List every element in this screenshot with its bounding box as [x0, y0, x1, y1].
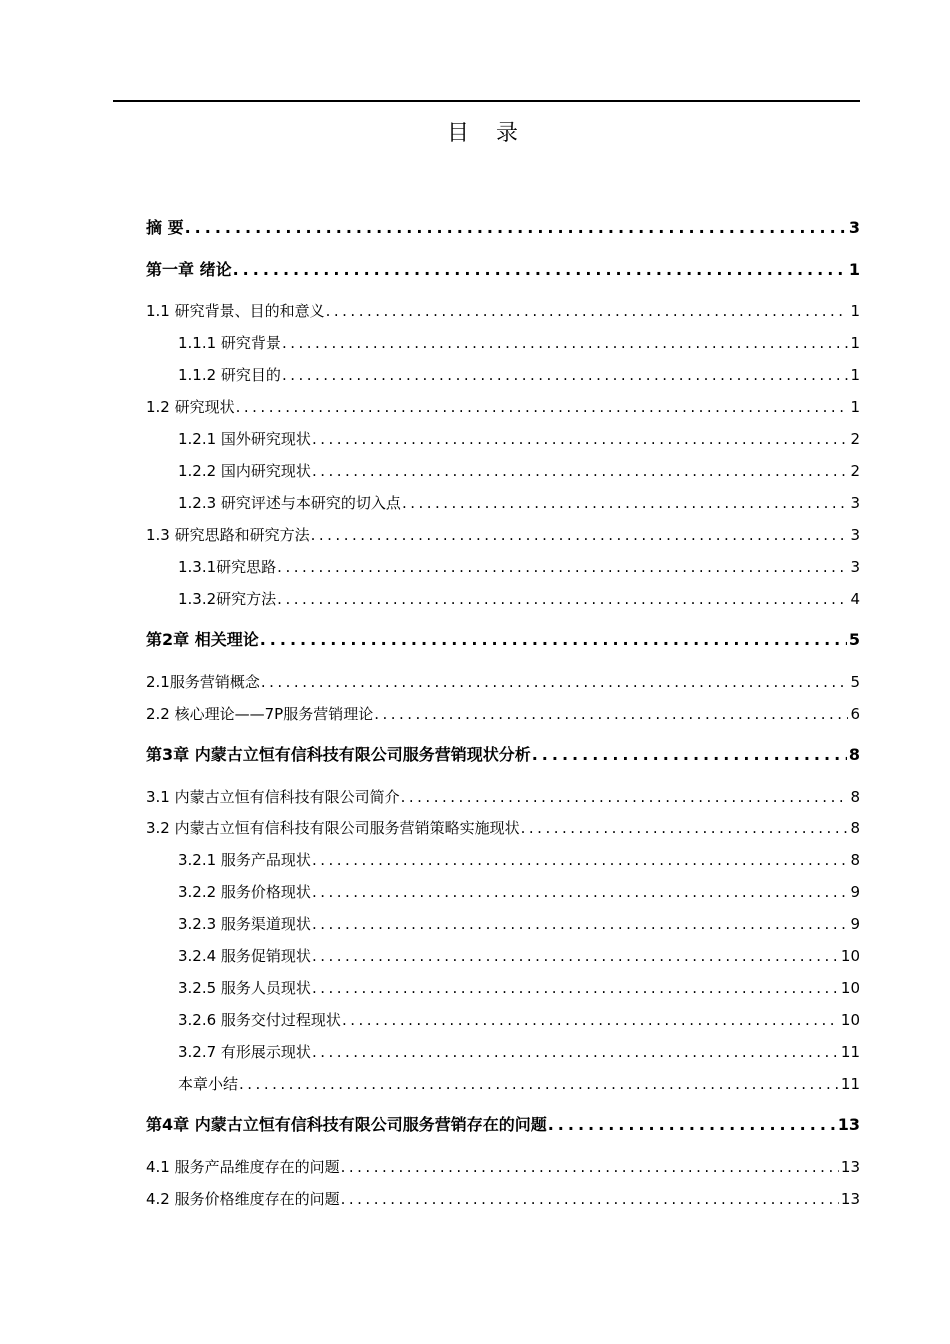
- toc-chapter-entry[interactable]: [146, 216, 860, 238]
- toc-entry-label: 3.2.2 服务价格现状: [178, 883, 311, 901]
- toc-entry-label: 1.1.1 研究背景: [178, 334, 281, 352]
- toc-entry[interactable]: [178, 331, 860, 353]
- toc-entry-label: 2.1服务营销概念: [146, 673, 260, 691]
- toc-dot-leader: [260, 630, 847, 650]
- toc-entry[interactable]: [178, 1008, 860, 1030]
- toc-entry-label: 4.1 服务产品维度存在的问题: [146, 1158, 340, 1176]
- toc-dot-leader: [261, 672, 849, 692]
- toc-dot-leader: [312, 461, 849, 481]
- toc-entry[interactable]: [178, 587, 860, 609]
- toc-dot-leader: [374, 704, 848, 724]
- toc-entry[interactable]: [178, 459, 860, 481]
- toc-dot-leader: [548, 1115, 836, 1135]
- toc-entry-label: 1.3 研究思路和研究方法: [146, 526, 310, 544]
- toc-entry[interactable]: [146, 785, 860, 807]
- toc-entry[interactable]: [178, 848, 860, 870]
- toc-entry-label: 3.1 内蒙古立恒有信科技有限公司简介: [146, 788, 400, 806]
- toc-page-number: 8: [848, 745, 860, 764]
- toc-dot-leader: [312, 1042, 839, 1062]
- toc-dot-leader: [277, 557, 848, 577]
- toc-dot-leader: [312, 882, 849, 902]
- toc-dot-leader: [311, 525, 849, 545]
- toc-entry[interactable]: [178, 555, 860, 577]
- toc-page-number: 8: [850, 819, 860, 837]
- toc-dot-leader: [312, 429, 849, 449]
- toc-page-number: 9: [850, 883, 860, 901]
- toc-entry-label: 1.3.1研究思路: [178, 558, 277, 576]
- toc-entry[interactable]: [146, 1187, 860, 1209]
- toc-entry-label: 3.2.5 服务人员现状: [178, 979, 311, 997]
- toc-entry-label: 3.2.1 服务产品现状: [178, 851, 311, 869]
- toc-page-number: 13: [837, 1115, 860, 1134]
- toc-entry[interactable]: [146, 1155, 860, 1177]
- toc-page-number: 5: [850, 673, 860, 691]
- toc-page-number: 13: [840, 1190, 860, 1208]
- toc-entry-label: 1.1 研究背景、目的和意义: [146, 302, 325, 320]
- toc-dot-leader: [239, 1074, 839, 1094]
- toc-chapter-entry[interactable]: [146, 628, 860, 650]
- toc-entry[interactable]: [178, 912, 860, 934]
- toc-entry-label: 1.2.1 国外研究现状: [178, 430, 311, 448]
- toc-dot-leader: [277, 589, 848, 609]
- toc-dot-leader: [185, 218, 847, 238]
- toc-dot-leader: [312, 978, 839, 998]
- toc-page-number: 5: [848, 630, 860, 649]
- toc-dot-leader: [402, 493, 849, 513]
- toc-entry-label: 3.2.4 服务促销现状: [178, 947, 311, 965]
- toc-dot-leader: [401, 787, 849, 807]
- toc-page-number: 6: [850, 705, 860, 723]
- toc-page-number: 10: [840, 947, 860, 965]
- toc-page-number: 9: [850, 915, 860, 933]
- toc-chapter-entry[interactable]: [146, 1113, 860, 1135]
- toc-entry[interactable]: [146, 299, 860, 321]
- toc-entry-label: 1.2 研究现状: [146, 398, 235, 416]
- toc-page-number: 2: [850, 430, 860, 448]
- toc-entry-label: 摘 要: [146, 218, 184, 237]
- toc-page-number: 8: [850, 788, 860, 806]
- toc-entry[interactable]: [146, 395, 860, 417]
- header-rule: [113, 100, 860, 102]
- toc-entry[interactable]: [178, 1040, 860, 1062]
- toc-entry[interactable]: [178, 491, 860, 513]
- toc-entry-label: 1.2.3 研究评述与本研究的切入点: [178, 494, 401, 512]
- toc-entry-label: 第2章 相关理论: [146, 630, 259, 649]
- toc-entry[interactable]: [146, 816, 860, 838]
- toc-dot-leader: [521, 818, 849, 838]
- toc-entry-label: 4.2 服务价格维度存在的问题: [146, 1190, 340, 1208]
- toc-page-number: 10: [840, 979, 860, 997]
- toc-entry[interactable]: [178, 976, 860, 998]
- toc-entry-label: 本章小结: [178, 1075, 239, 1093]
- toc-page-number: 1: [850, 302, 860, 320]
- toc-dot-leader: [342, 1010, 839, 1030]
- toc-entry[interactable]: [178, 427, 860, 449]
- toc-dot-leader: [312, 946, 839, 966]
- toc-dot-leader: [341, 1157, 839, 1177]
- toc-page-number: 1: [848, 260, 860, 279]
- toc-page-number: 4: [850, 590, 860, 608]
- toc-chapter-entry[interactable]: [146, 743, 860, 765]
- toc-entry[interactable]: [146, 523, 860, 545]
- toc-entry-label: 1.2.2 国内研究现状: [178, 462, 311, 480]
- toc-dot-leader: [282, 365, 849, 385]
- toc-dot-leader: [312, 914, 849, 934]
- toc-page-number: 1: [850, 398, 860, 416]
- toc-entry-label: 3.2.7 有形展示现状: [178, 1043, 311, 1061]
- toc-page-number: 8: [850, 851, 860, 869]
- toc-entry[interactable]: [178, 880, 860, 902]
- toc-page-number: 1: [850, 334, 860, 352]
- toc-entry-label: 2.2 核心理论——7P服务营销理论: [146, 705, 374, 723]
- toc-page-number: 11: [840, 1043, 860, 1061]
- toc-dot-leader: [233, 260, 847, 280]
- toc-dot-leader: [532, 745, 847, 765]
- toc-dot-leader: [312, 850, 849, 870]
- page-title: 目 录: [447, 121, 528, 146]
- toc-page-number: 3: [848, 218, 860, 237]
- toc-dot-leader: [236, 397, 849, 417]
- toc-page-number: 10: [840, 1011, 860, 1029]
- toc-dot-leader: [282, 333, 849, 353]
- toc-entry[interactable]: [146, 702, 860, 724]
- toc-entry-label: 3.2.6 服务交付过程现状: [178, 1011, 341, 1029]
- toc-entry-label: 1.1.2 研究目的: [178, 366, 281, 384]
- toc-page-number: 3: [850, 558, 860, 576]
- toc-dot-leader: [326, 301, 849, 321]
- toc-entry-label: 第4章 内蒙古立恒有信科技有限公司服务营销存在的问题: [146, 1115, 547, 1134]
- toc-entry-label: 3.2 内蒙古立恒有信科技有限公司服务营销策略实施现状: [146, 819, 520, 837]
- toc-entry[interactable]: [178, 363, 860, 385]
- toc-entry[interactable]: [178, 944, 860, 966]
- toc-page-number: 1: [850, 366, 860, 384]
- toc-dot-leader: [341, 1189, 839, 1209]
- toc-page-number: 2: [850, 462, 860, 480]
- toc-entry-label: 第3章 内蒙古立恒有信科技有限公司服务营销现状分析: [146, 745, 531, 764]
- toc-entry-label: 1.3.2研究方法: [178, 590, 277, 608]
- toc-entry-label: 第一章 绪论: [146, 260, 232, 279]
- toc-entry[interactable]: [178, 1072, 860, 1094]
- toc-page-number: 11: [840, 1075, 860, 1093]
- toc-entry-label: 3.2.3 服务渠道现状: [178, 915, 311, 933]
- toc-page-number: 13: [840, 1158, 860, 1176]
- toc-page-number: 3: [850, 526, 860, 544]
- toc-entry[interactable]: [146, 670, 860, 692]
- toc-chapter-entry[interactable]: [146, 258, 860, 280]
- toc-page-number: 3: [850, 494, 860, 512]
